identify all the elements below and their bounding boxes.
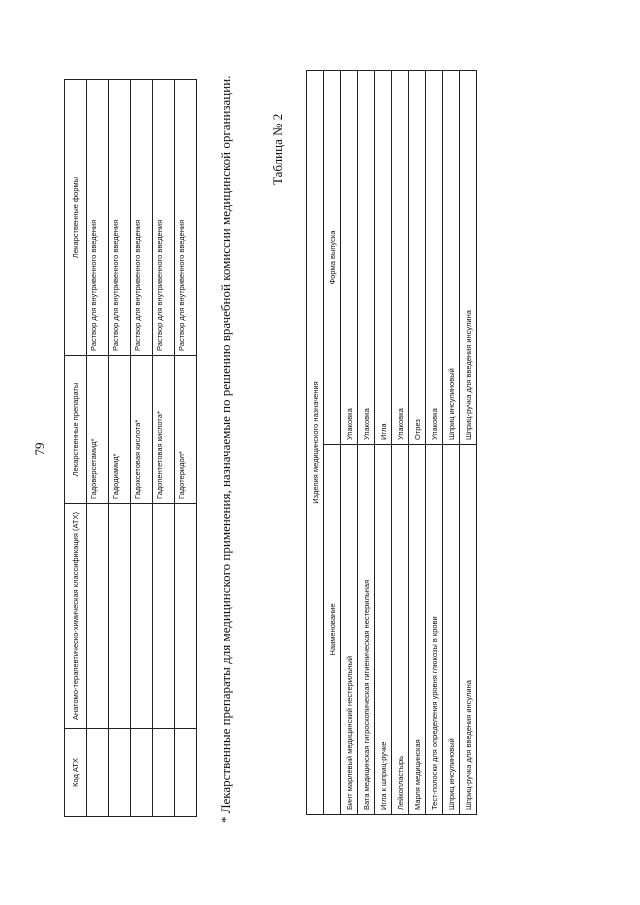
form-cell: Раствор для внутривенного введения bbox=[175, 80, 197, 356]
table-row bbox=[392, 71, 409, 815]
header-drugs: Лекарственные препараты bbox=[65, 356, 87, 504]
table-row bbox=[131, 80, 153, 817]
table-row bbox=[358, 71, 375, 815]
drug-cell: Гадоксетовая кислота* bbox=[131, 356, 153, 504]
table-row bbox=[153, 80, 175, 817]
atc-code-cell bbox=[87, 729, 109, 817]
table-row bbox=[175, 80, 197, 817]
form-cell: Раствор для внутривенного введения bbox=[131, 80, 153, 356]
device-name-cell: Тест-полоски для определения уровня глюкозы в крови bbox=[426, 445, 443, 815]
form-cell: Раствор для внутривенного введения bbox=[153, 80, 175, 356]
release-form-cell: Игла bbox=[375, 71, 392, 445]
table-row bbox=[443, 71, 460, 815]
release-form-cell: Упаковка bbox=[392, 71, 409, 445]
table-row bbox=[87, 80, 109, 817]
medical-devices-table bbox=[306, 70, 477, 815]
form-cell: Раствор для внутривенного введения bbox=[87, 80, 109, 356]
drug-cell: Гадодиамид* bbox=[109, 356, 131, 504]
footnote: * Лекарственные препараты для медицинского применения, назначаемые по решению врачебной комиссии медицинской организации. bbox=[218, 75, 233, 823]
header-atc-classification: Анатомо-терапевтическо-химическая классификация (АТХ) bbox=[65, 504, 87, 729]
table-row bbox=[426, 71, 443, 815]
device-name-cell: Вата медицинская гигроскопическая гигиеническая нестерильная bbox=[358, 445, 375, 815]
table-row bbox=[460, 71, 477, 815]
device-name-cell: Игла к шприц-ручке bbox=[375, 445, 392, 815]
atc-class-cell bbox=[175, 504, 197, 729]
drug-cell: Гадоверсетамид* bbox=[87, 356, 109, 504]
header-release-form: Форма выпуска bbox=[324, 71, 341, 445]
table-title: Изделия медицинского назначения bbox=[307, 71, 324, 815]
atc-class-cell bbox=[131, 504, 153, 729]
release-form-cell: Шприц инсулиновый bbox=[443, 71, 460, 445]
header-atc-code: Код АТХ bbox=[65, 729, 87, 817]
table-row bbox=[409, 71, 426, 815]
release-form-cell: Упаковка bbox=[426, 71, 443, 445]
release-form-cell: Упаковка bbox=[358, 71, 375, 445]
header-name: Наименование bbox=[324, 445, 341, 815]
atc-code-cell bbox=[109, 729, 131, 817]
drug-cell: Гадопентетовая кислота* bbox=[153, 356, 175, 504]
drugs-table bbox=[64, 79, 197, 817]
release-form-cell: Шприц-ручка для введения инсулина bbox=[460, 71, 477, 445]
device-name-cell: Марля медицинская bbox=[409, 445, 426, 815]
form-cell: Раствор для внутривенного введения bbox=[109, 80, 131, 356]
page-number: 79 bbox=[32, 442, 47, 456]
table-header-row bbox=[65, 80, 87, 817]
table-row bbox=[109, 80, 131, 817]
device-name-cell: Шприц инсулиновый bbox=[443, 445, 460, 815]
drug-cell: Гадотеридол* bbox=[175, 356, 197, 504]
table-title-row bbox=[307, 71, 324, 815]
release-form-cell: Отрез bbox=[409, 71, 426, 445]
release-form-cell: Упаковка bbox=[341, 71, 358, 445]
table-row bbox=[375, 71, 392, 815]
atc-code-cell bbox=[131, 729, 153, 817]
device-name-cell: Лейкопластырь bbox=[392, 445, 409, 815]
table-header-row bbox=[324, 71, 341, 815]
atc-code-cell bbox=[175, 729, 197, 817]
atc-code-cell bbox=[153, 729, 175, 817]
device-name-cell: Шприц-ручка для введения инсулина bbox=[460, 445, 477, 815]
atc-class-cell bbox=[109, 504, 131, 729]
table-caption: Таблица № 2 bbox=[270, 113, 285, 185]
atc-class-cell bbox=[87, 504, 109, 729]
table-row bbox=[341, 71, 358, 815]
header-dosage-forms: Лекарственные формы bbox=[65, 80, 87, 356]
atc-class-cell bbox=[153, 504, 175, 729]
device-name-cell: Бинт марлевый медицинский нестерильный bbox=[341, 445, 358, 815]
